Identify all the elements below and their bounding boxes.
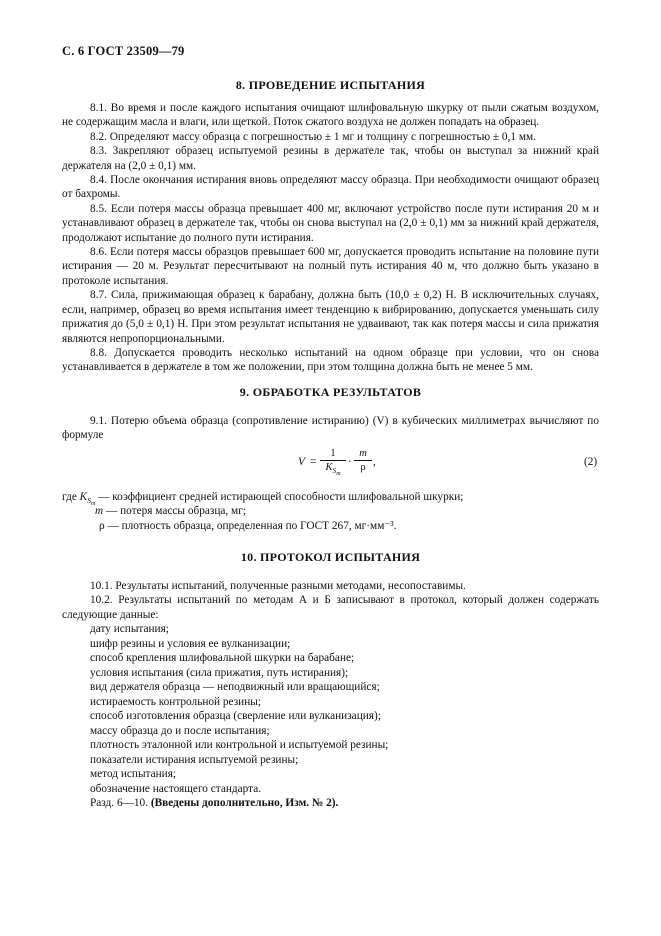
- footnote-prefix: Разд. 6—10.: [90, 797, 149, 809]
- formula-dot: ·: [348, 456, 352, 468]
- k-symbol: K: [325, 462, 333, 473]
- legend-k-description: — коэффициент средней истирающей способности шлифовальной шкурки;: [98, 491, 464, 503]
- legend-k-sub: S: [87, 496, 91, 505]
- legend-rho-description: — плотность образца, определенная по ГОСТ 267, мг·мм⁻³.: [107, 519, 397, 532]
- legend-k-subsub: m: [90, 501, 96, 507]
- section-8-body: [62, 101, 599, 375]
- list-item: способ изготовления образца (сверление или вулканизация);: [90, 710, 381, 722]
- list-item: дату испытания;: [90, 623, 169, 635]
- paragraph-10-1: 10.1. Результаты испытаний, полученные разными методами, несопоставимы.: [90, 580, 466, 592]
- list-item: массу образца до и после испытания;: [90, 724, 270, 737]
- section-8-title: 8. ПРОВЕДЕНИЕ ИСПЫТАНИЯ: [235, 78, 426, 92]
- fraction-2-numerator: m: [354, 448, 372, 461]
- list-item: вид держателя образца — неподвижный или вращающийся;: [90, 681, 380, 693]
- formula-2: [298, 448, 388, 478]
- list-item: условия испытания (сила прижатия, путь истирания);: [90, 666, 349, 679]
- k-subscript: S: [332, 466, 337, 475]
- list-item: показатели истирания испытуемой резины;: [90, 753, 299, 766]
- footnote: [62, 796, 599, 811]
- legend-m-wrap: [95, 504, 246, 518]
- paragraph-8-3: 8.3. Закрепляют образец испытуемой резины в держателе так, чтобы он выступал за нижний край держателя на (2,0 ± 0,1) мм.: [62, 145, 599, 172]
- list-item: обозначение настоящего стандарта.: [90, 782, 262, 795]
- paragraph-8-8: 8.8. Допускается проводить несколько испытаний на одном образце при условии, что он снова устанавливается в держателе в том же положении, при этом толщина должна быть не менее 5 мм.: [62, 346, 599, 374]
- list-item: истираемость контрольной резины;: [90, 695, 261, 708]
- paragraph-9-1: 9.1. Потерю объема образца (сопротивление истиранию) (V) в кубических миллиметрах вычисляют по формуле: [62, 415, 599, 442]
- legend-rho-symbol: ρ: [99, 519, 105, 532]
- footnote-bold: (Введены дополнительно, Изм. № 2).: [150, 797, 339, 809]
- paragraph-8-6: 8.6. Если потеря массы образцов превышает 600 мг, допускается проводить испытание на половине пути истирания — 20 м. Результат пересчитывают на полный путь истирания 40 м, что должно быть указано в протоколе испытания.: [62, 246, 599, 287]
- section-9-body: [62, 414, 599, 443]
- formula-lhs: V: [298, 456, 305, 468]
- list-item: шифр резины и условия ее вулканизации;: [90, 637, 291, 650]
- list-item: способ крепления шлифовальной шкурки на барабане;: [90, 652, 355, 664]
- legend-m-symbol: m: [95, 505, 104, 518]
- page-header: С. 6 ГОСТ 23509—79: [62, 44, 185, 58]
- fraction-2-denominator: ρ: [360, 462, 366, 473]
- section-10-title: 10. ПРОТОКОЛ ИСПЫТАНИЯ: [240, 550, 421, 564]
- paragraph-8-7: 8.7. Сила, прижимающая образец к барабану, должна быть (10,0 ± 0,2) Н. В исключительных случаях, если, например, образец во время испытания имеет тенденцию к вибрированию, допускается уменьшать силу прижатия до (5,0 ± 0,1) Н. При этом результат испытания не удваивают, так как потеря массы и сила прижатия являются непропорциональными.: [62, 289, 599, 345]
- formula-fraction-2: [354, 448, 372, 474]
- formula-legend: [62, 490, 599, 533]
- list-item: плотность эталонной или контрольной и испытуемой резины;: [90, 739, 389, 751]
- legend-rho: [62, 519, 599, 533]
- paragraph-8-4: 8.4. После окончания истирания вновь определяют массу образца. При необходимости очищают образец от бахромы.: [62, 174, 599, 201]
- section-9-title: 9. ОБРАБОТКА РЕЗУЛЬТАТОВ: [239, 385, 422, 399]
- legend-k-symbol: K: [79, 491, 88, 503]
- k-subsubscript: m: [336, 471, 341, 477]
- paragraph-8-1: 8.1. Во время и после каждого испытания очищают шлифовальную шкурку от пыли сжатым воздухом, не содержащим масла и влаги, или щеткой. Поток сжатого воздуха не должен попадать на образец.: [62, 102, 599, 129]
- legend-prefix: где: [62, 491, 77, 503]
- legend-m: [62, 504, 599, 518]
- legend-m-description: — потеря массы образца, мг;: [106, 505, 246, 518]
- protocol-items-list: [62, 622, 599, 811]
- section-10-body: [62, 579, 599, 622]
- legend-rho-wrap: [99, 519, 397, 533]
- formula-equals: =: [310, 456, 317, 468]
- formula-number: (2): [584, 456, 598, 468]
- paragraph-8-2: 8.2. Определяют массу образца с погрешностью ± 1 мг и толщину с погрешностью ± 0,1 мм.: [90, 130, 536, 143]
- paragraph-8-5: 8.5. Если потеря массы образца превышает 400 мг, включают устройство после пути истирания 20 м и устанавливают образец в держателе так, чтобы он снова выступал на (2,0 ± 0,1) мм за нижний край держателя, продолжают испытание до полного пути истирания.: [62, 202, 599, 244]
- formula-comma: ,: [373, 456, 376, 468]
- legend-k: [62, 490, 599, 507]
- fraction-1-numerator: 1: [320, 448, 346, 461]
- fraction-1-denominator: [320, 461, 346, 481]
- list-item: метод испытания;: [90, 768, 177, 780]
- paragraph-10-2: 10.2. Результаты испытаний по методам А и Б записывают в протокол, который должен содержать следующие данные:: [62, 594, 599, 621]
- formula-fraction-1: [320, 448, 346, 481]
